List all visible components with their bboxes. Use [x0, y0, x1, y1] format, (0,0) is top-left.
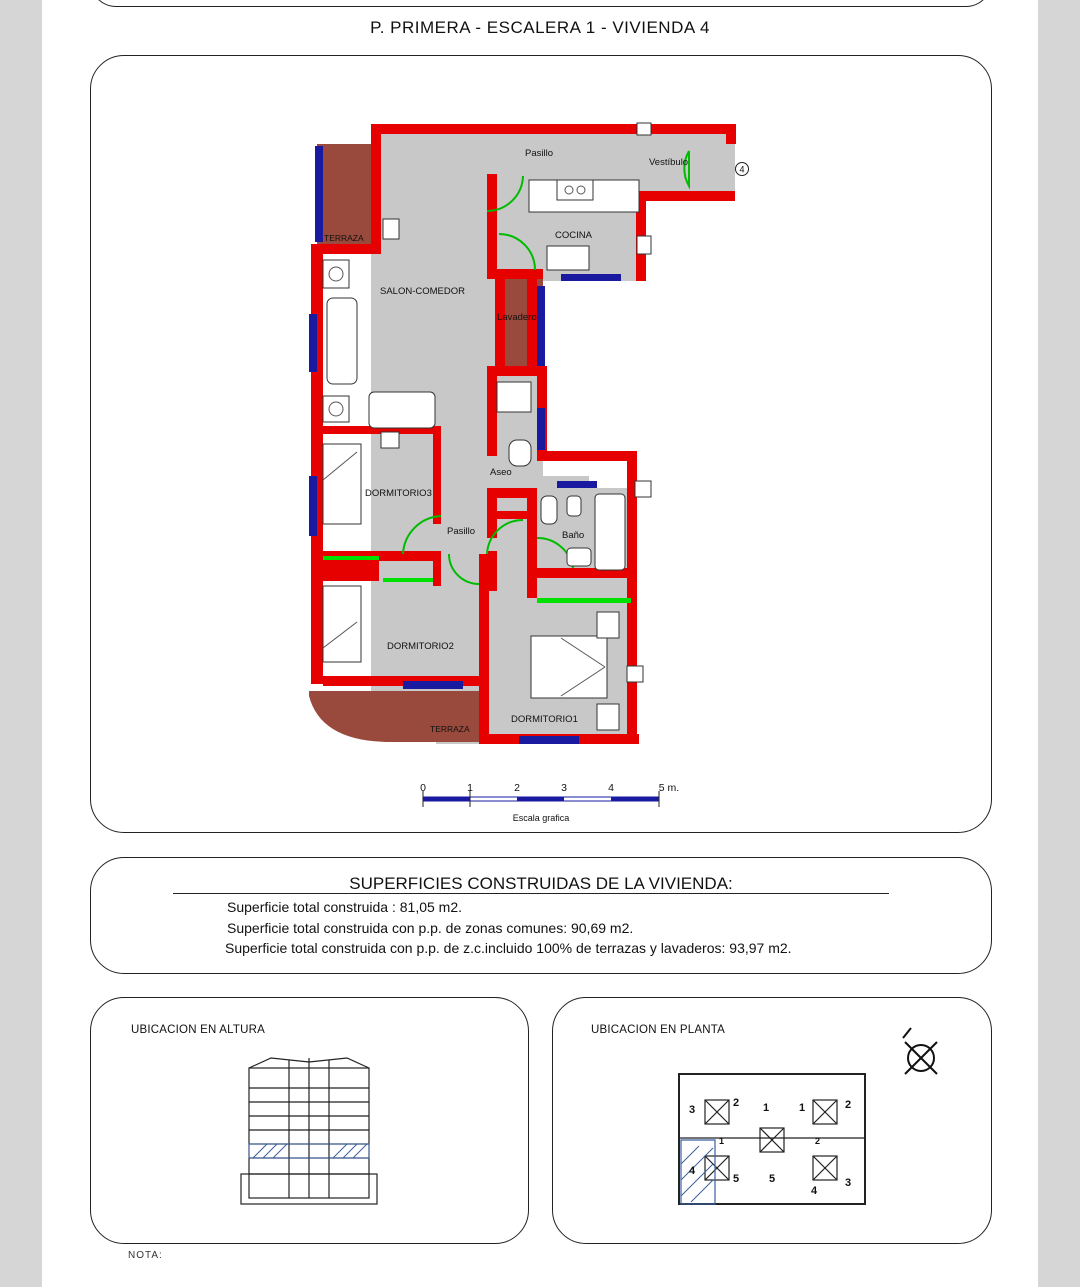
- svg-text:1: 1: [763, 1102, 770, 1114]
- scale-tick-1: 1: [467, 782, 473, 794]
- bed-2: [323, 586, 361, 662]
- scale-tick-0: 0: [420, 782, 426, 794]
- location-height-title: UBICACION EN ALTURA: [131, 1024, 265, 1036]
- washbasin-aseo: [509, 440, 531, 466]
- svg-text:2: 2: [845, 1099, 852, 1111]
- svg-text:4: 4: [811, 1185, 818, 1197]
- label-terraza-top: TERRAZA: [324, 233, 364, 243]
- site-plan: [553, 998, 991, 1243]
- scale-tick-2: 2: [514, 782, 520, 794]
- svg-text:3: 3: [845, 1177, 852, 1189]
- pillar-box-1: [383, 219, 399, 239]
- bed-1: [531, 636, 607, 698]
- label-salon-comedor: SALON-COMEDOR: [380, 286, 465, 297]
- scale-bar: [420, 782, 679, 823]
- nightstand-2: [597, 704, 619, 730]
- label-dormitorio1: DORMITORIO1: [511, 714, 578, 725]
- unit-marker-label: 4: [739, 164, 745, 175]
- label-cocina: COCINA: [555, 230, 592, 241]
- radiator-1: [323, 260, 349, 288]
- floor-plan-frame: [90, 55, 992, 833]
- toilet-bano: [541, 496, 557, 524]
- location-plan-frame: [552, 997, 992, 1244]
- svg-text:1: 1: [799, 1102, 806, 1114]
- highlighted-floor-hatch: [253, 1144, 367, 1158]
- svg-text:3: 3: [689, 1104, 696, 1116]
- pillar-box-4: [381, 432, 399, 448]
- sofa: [327, 298, 357, 384]
- bed-3: [323, 444, 361, 524]
- area-line-terraces: Superficie total construida con p.p. de z.c.incluido 100% de terrazas y lavaderos: 93,97 m2.: [225, 940, 792, 956]
- label-lavadero: Lavadero: [497, 312, 537, 323]
- areas-title: SUPERFICIES CONSTRUIDAS DE LA VIVIENDA:: [349, 874, 733, 893]
- areas-frame: [90, 857, 992, 974]
- sheet-title: P. PRIMERA - ESCALERA 1 - VIVIENDA 4: [370, 18, 710, 37]
- hob: [557, 180, 593, 200]
- svg-text:1: 1: [719, 1136, 725, 1146]
- building-elevation: [91, 998, 528, 1243]
- washbasin-bano: [567, 548, 591, 566]
- bathtub: [595, 494, 625, 570]
- pillar-box-5: [635, 481, 651, 497]
- label-bano: Baño: [562, 530, 585, 541]
- label-vestibulo: Vestíbulo: [649, 157, 689, 168]
- svg-text:5: 5: [733, 1173, 740, 1185]
- footer-note: NOTA:: [128, 1250, 163, 1261]
- pillar-box-2: [637, 236, 651, 254]
- pillar-box-6: [627, 666, 643, 682]
- bidet: [567, 496, 581, 516]
- armchair: [369, 392, 435, 428]
- scale-tick-3: 3: [561, 782, 567, 794]
- scale-caption: Escala grafica: [512, 813, 570, 823]
- label-pasillo-top: Pasillo: [525, 148, 553, 159]
- label-pasillo-mid: Pasillo: [447, 526, 475, 537]
- svg-text:5: 5: [769, 1173, 776, 1185]
- north-arrow-icon: [903, 1028, 937, 1074]
- label-dormitorio2: DORMITORIO2: [387, 641, 454, 652]
- scale-tick-5: 5 m.: [658, 782, 680, 794]
- location-plan-title: UBICACION EN PLANTA: [591, 1024, 725, 1036]
- document-page: [42, 0, 1038, 1287]
- area-line-total: Superficie total construida : 81,05 m2.: [227, 899, 463, 915]
- radiator-2: [323, 396, 349, 422]
- pillar-box-3: [637, 123, 651, 135]
- floor-plan-drawing: [91, 56, 991, 832]
- unit-numbers: [689, 1097, 851, 1197]
- area-line-common: Superficie total construida con p.p. de zonas comunes: 90,69 m2.: [227, 920, 634, 936]
- terrace-bottom-floor: [309, 691, 483, 742]
- label-aseo: Aseo: [490, 467, 512, 478]
- svg-text:2: 2: [815, 1136, 821, 1146]
- label-terraza-bottom: TERRAZA: [430, 724, 470, 734]
- svg-text:4: 4: [689, 1165, 696, 1177]
- location-height-frame: [90, 997, 529, 1244]
- kitchen-sink: [547, 246, 589, 270]
- nightstand-1: [597, 612, 619, 638]
- label-dormitorio3: DORMITORIO3: [365, 488, 432, 499]
- previous-frame-edge: [90, 0, 992, 7]
- terrace-top-floor: [317, 144, 371, 244]
- scale-tick-4: 4: [608, 782, 614, 794]
- areas-title-rule: [173, 893, 889, 894]
- unit-marker: [736, 163, 749, 176]
- shower-aseo: [497, 382, 531, 412]
- svg-text:2: 2: [733, 1097, 740, 1109]
